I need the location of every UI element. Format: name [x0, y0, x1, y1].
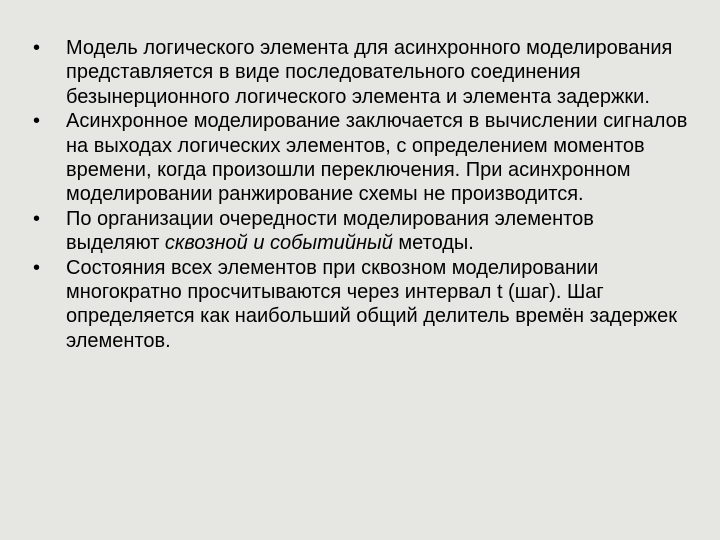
bullet-icon: •: [33, 207, 41, 230]
bullet-icon: •: [33, 110, 41, 133]
bullet-item-model: [30, 36, 690, 109]
bullet-item-states: [30, 256, 690, 354]
bullet-item-methods: [30, 207, 690, 256]
bullet-text: Асинхронное моделирование заключается в вычислении сигналов на выходах логических элементов, с определением моментов времени, когда произошли переключения. При асинхронном моделировании ранжирование схемы не производится.: [66, 110, 688, 206]
bullet-icon: •: [33, 37, 41, 59]
bullet-text: Модель логического элемента для асинхронного моделирования представляется в виде последовательного соединения безынерционного логического элемента и элемента задержки.: [66, 37, 673, 108]
bullet-text-before: По организации очередности моделирования элементов выделяют: [66, 207, 594, 255]
bullet-item-async-modeling: [30, 109, 690, 207]
bullet-text: [66, 207, 690, 256]
bullet-text-after: методы.: [392, 232, 474, 255]
bullet-icon: •: [33, 256, 41, 279]
bullet-text: Состояния всех элементов при сквозном моделировании многократно просчитываются через интервал t (шаг). Шаг определяется как наибольший общий делитель времён задержек элементов.: [66, 256, 678, 352]
bullet-list: [30, 36, 690, 353]
bullet-text-emphasis: сквозной и событийный: [164, 232, 393, 255]
